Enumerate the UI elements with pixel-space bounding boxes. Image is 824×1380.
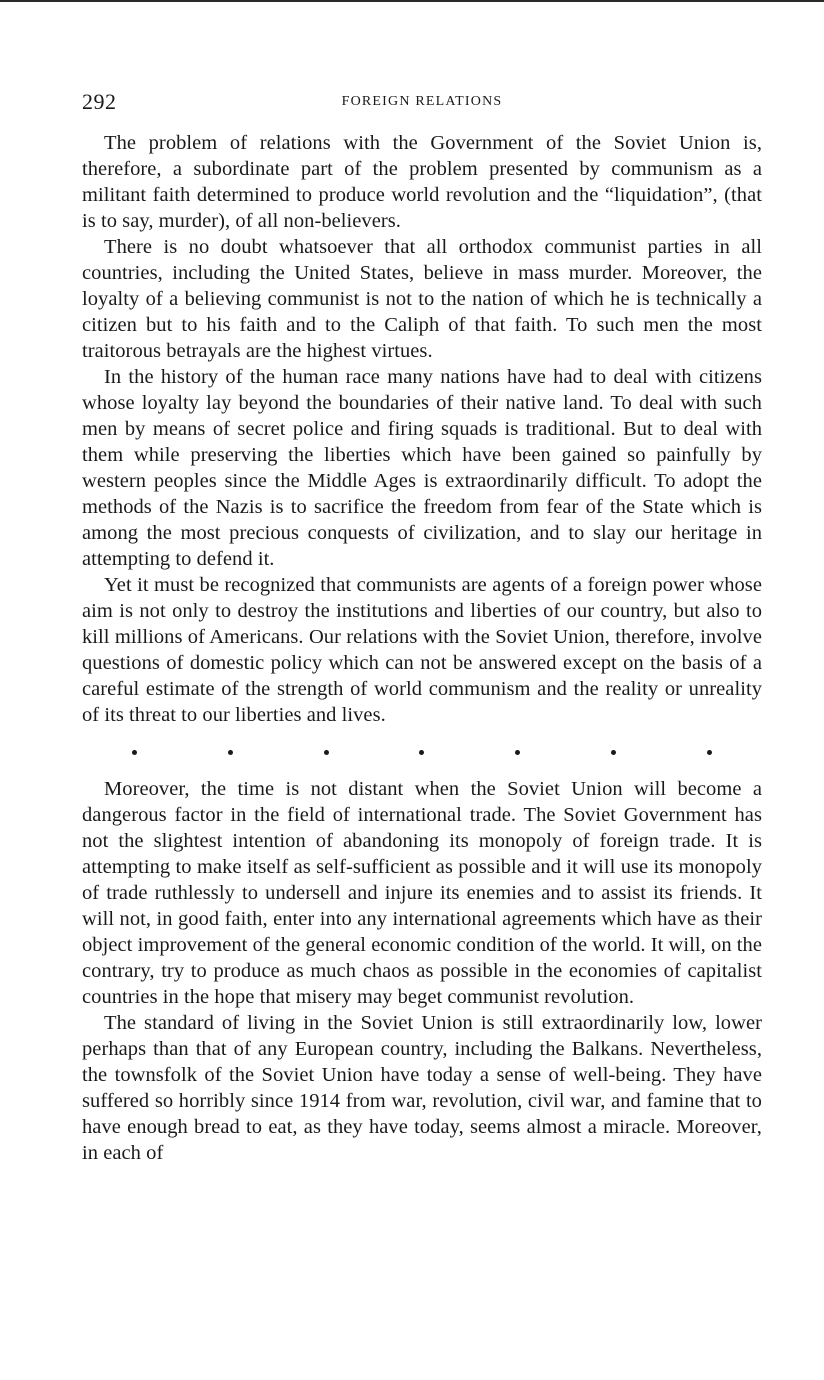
omission-dots xyxy=(82,728,762,776)
paragraph-1: The problem of relations with the Government of the Soviet Union is, therefore, a subordinate part of the problem presented by communism as a militant faith determined to produce world revolution and the “liquidation”, (that is to say, murder), of all non-believers. xyxy=(82,132,762,232)
omission-dot xyxy=(707,750,712,755)
paragraph-2: There is no doubt whatsoever that all orthodox communist parties in all countries, including the United States, believe in mass murder. Moreover, the loyalty of a believing communist is not to the nation of which he is technically a citizen but to his faith and to the Caliph of that faith. To such men the most traitorous betrayals are the highest virtues. xyxy=(82,236,762,362)
body-text xyxy=(82,130,762,1166)
paragraph-6: The standard of living in the Soviet Union is still extraordinarily low, lower perhaps than that of any European country, including the Balkans. Nevertheless, the townsfolk of the Soviet Union have today a sense of well-being. They have suffered so horribly since 1914 from war, revolution, civil war, and famine that to have enough bread to eat, as they have today, seems almost a miracle. Moreover, in each of xyxy=(82,1012,762,1164)
page-number: 292 xyxy=(82,89,117,114)
paragraph-4: Yet it must be recognized that communists are agents of a foreign power whose aim is not only to destroy the institutions and liberties of our country, but also to kill millions of Americans. Our relations with the Soviet Union, therefore, involve questions of domestic policy which can not be answered except on the basis of a careful estimate of the strength of world communism and the reality or unreality of its threat to our liberties and lives. xyxy=(82,574,762,726)
omission-dot xyxy=(324,750,329,755)
omission-dot xyxy=(515,750,520,755)
omission-dot xyxy=(228,750,233,755)
paragraph-5: Moreover, the time is not distant when the Soviet Union will become a dangerous factor in the field of international trade. The Soviet Government has not the slightest intention of abandoning its monopoly of foreign trade. It is attempting to make itself as self-sufficient as possible and it will use its monopoly of trade ruthlessly to undersell and injure its enemies and to assist its friends. It will not, in good faith, enter into any international agreements which have as their object improvement of the general economic condition of the world. It will, on the contrary, try to produce as much chaos as possible in the economies of capitalist countries in the hope that misery may beget communist revolution. xyxy=(82,778,762,1008)
omission-dot xyxy=(132,750,137,755)
omission-dot xyxy=(419,750,424,755)
paragraph-3: In the history of the human race many nations have had to deal with citizens whose loyalty lay beyond the boundaries of their native land. To deal with such men by means of secret police and firing squads is traditional. But to deal with them while preserving the liberties which have been gained so painfully by western peoples since the Middle Ages is extraordinarily difficult. To adopt the methods of the Nazis is to sacrifice the freedom from fear of the State which is among the most precious conquests of civilization, and to slay our heritage in attempting to defend it. xyxy=(82,366,762,570)
omission-dot xyxy=(611,750,616,755)
page-header xyxy=(82,88,762,116)
top-border-rule xyxy=(0,0,824,2)
running-head: FOREIGN RELATIONS xyxy=(341,94,503,109)
